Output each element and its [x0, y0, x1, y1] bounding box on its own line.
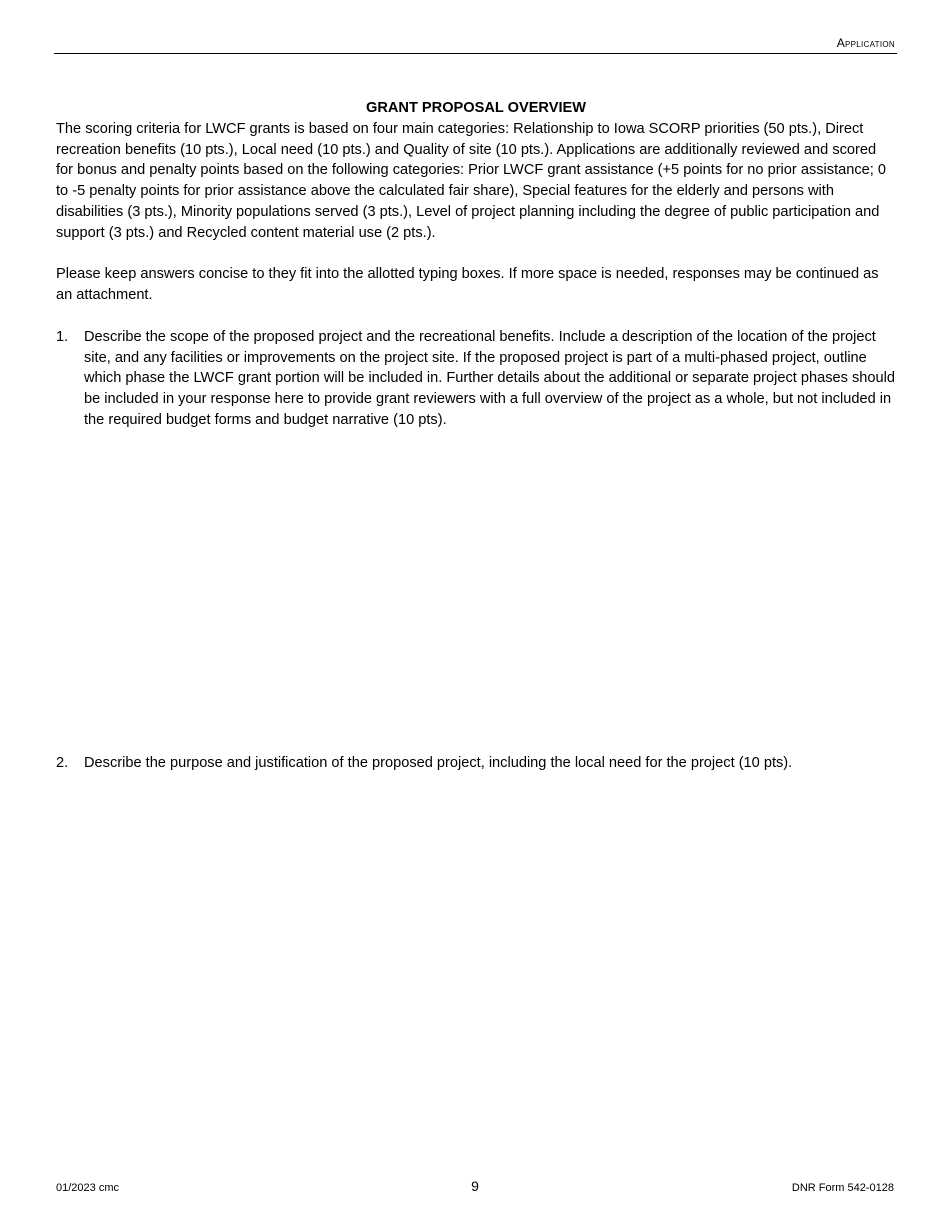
question-text: Describe the purpose and justification of the proposed project, including the local need for the project (10 pts).	[84, 754, 793, 771]
document-title: GRANT PROPOSAL OVERVIEW	[365, 100, 587, 116]
question-text: Describe the scope of the proposed project and the recreational benefits. Include a description of the location of the project site, and any facilities or improvements on the project site. If the proposed project is part of a multi-phased project, outline which phase the LWCF grant portion will be included in. Further details about the additional or separate project phases should be included in your response here to provide grant reviewers with a full overview of the project as a whole, but not included in the required budget forms and budget narrative (10 pts).	[84, 328, 895, 428]
footer-form-id: DNR Form 542-0128	[791, 1182, 894, 1194]
page-footer	[56, 1178, 894, 1198]
instructions-paragraph: Please keep answers concise to they fit into the allotted typing boxes. If more space is needed, responses may be continued as an attachment.	[56, 266, 879, 304]
question-number: 2.	[56, 754, 69, 771]
page-header	[54, 34, 897, 54]
answer-area-1[interactable]	[56, 431, 896, 753]
question-1	[56, 327, 896, 431]
page-number: 9	[471, 1178, 479, 1194]
question-2	[56, 753, 896, 774]
document-body	[56, 98, 896, 1154]
intro-paragraph: The scoring criteria for LWCF grants is based on four main categories: Relationship to Iowa SCORP priorities (50 pts.), Direct recreation benefits (10 pts.), Local need (10 pts.) and Quality of site (10 pts.). Applications are additionally reviewed and scored for bonus and penalty points based on the following categories: Prior LWCF grant assistance (+5 points for no prior assistance; 0 to -5 penalty points for prior assistance above the calculated fair share), Special features for the elderly and persons with disabilities (3 pts.), Minority populations served (3 pts.), Level of project planning including the degree of public participation and support (3 pts.) and Recycled content material use (2 pts.).	[56, 120, 886, 241]
answer-area-2[interactable]	[56, 774, 896, 1154]
header-section-label: Application	[836, 36, 895, 50]
question-number: 1.	[56, 328, 69, 345]
footer-revision: 01/2023 cmc	[56, 1182, 119, 1194]
